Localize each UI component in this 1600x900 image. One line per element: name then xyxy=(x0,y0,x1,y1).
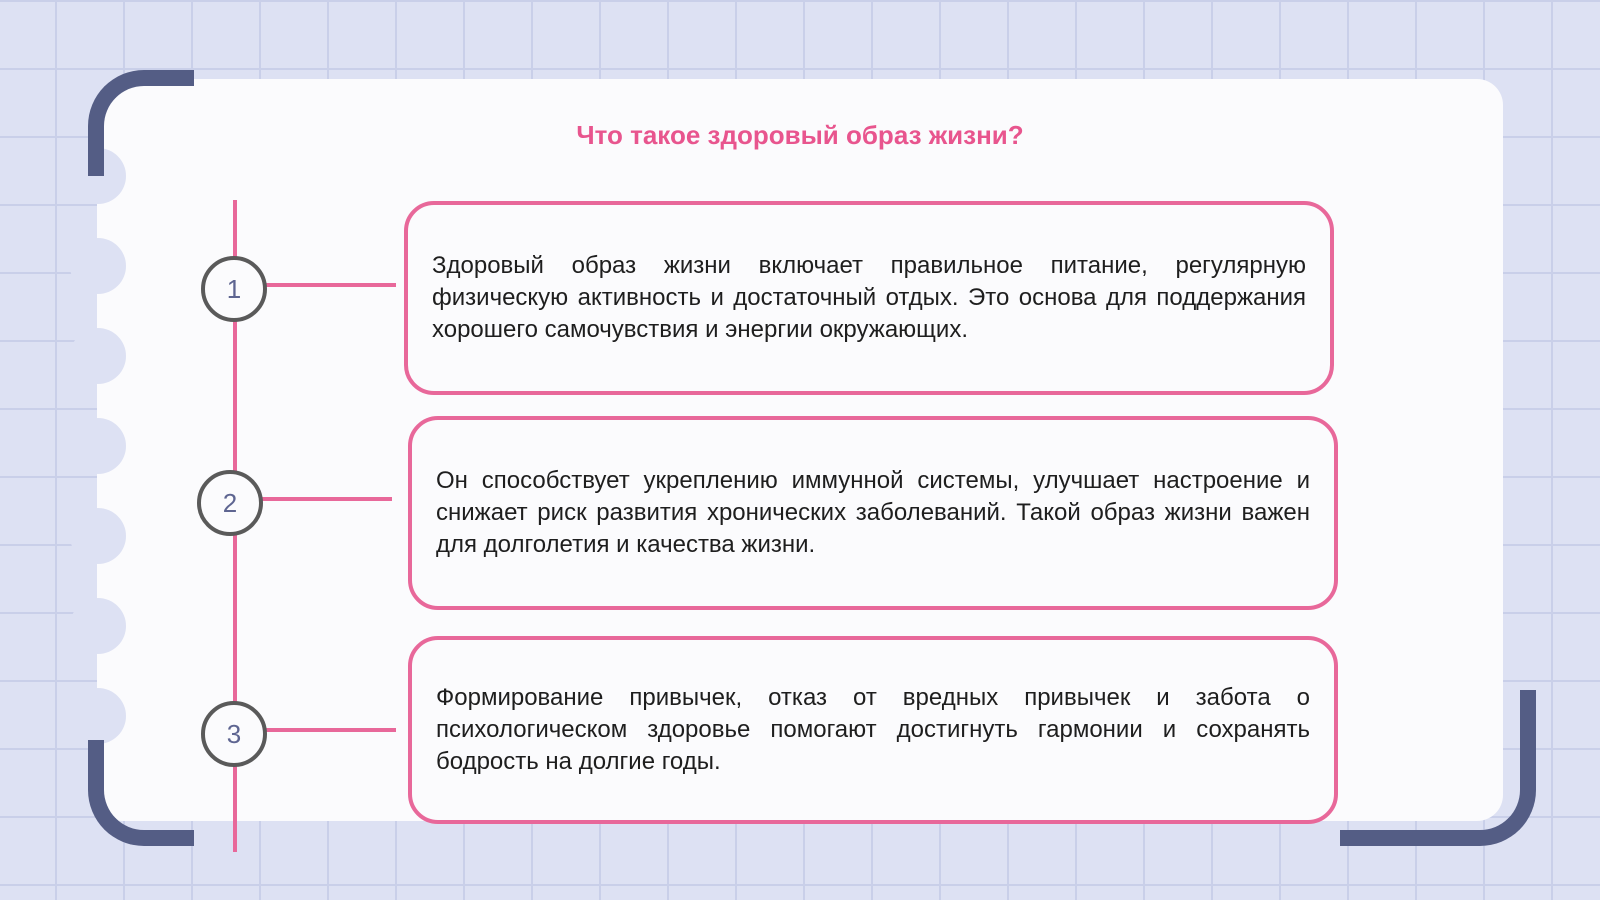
slide-title: Что такое здоровый образ жизни? xyxy=(576,120,1024,150)
timeline-connector-2 xyxy=(262,497,392,501)
info-card-3 xyxy=(408,636,1338,824)
paper-scallop xyxy=(70,238,126,294)
paper-scallop xyxy=(70,508,126,564)
paper-scallop xyxy=(70,688,126,744)
step-number-2: 2 xyxy=(197,470,263,536)
timeline-connector-1 xyxy=(266,283,396,287)
step-number-3: 3 xyxy=(201,701,267,767)
timeline-connector-3 xyxy=(266,728,396,732)
info-card-text: Здоровый образ жизни включает правильное питание, регулярную физическую активность и достаточный отдых. Это основа для поддержания хорошего самочувствия и энергии окружающих. xyxy=(432,252,1306,343)
step-number-1: 1 xyxy=(201,256,267,322)
info-card-2 xyxy=(408,416,1338,610)
corner-bracket-bottom-right xyxy=(1340,690,1536,846)
paper-scallop xyxy=(70,598,126,654)
paper-scallop xyxy=(70,328,126,384)
corner-bracket-bottom-left xyxy=(88,740,194,846)
info-card-text: Он способствует укреплению иммунной системы, улучшает настроение и снижает риск развития хронических заболеваний. Такой образ жизни важен для долголетия и качества жизни. xyxy=(436,467,1310,558)
info-card-text: Формирование привычек, отказ от вредных привычек и забота о психологическом здоровье помогают достигнуть гармонии и сохранять бодрость на долгие годы. xyxy=(436,684,1310,775)
info-card-1 xyxy=(404,201,1334,395)
paper-scallop xyxy=(70,418,126,474)
